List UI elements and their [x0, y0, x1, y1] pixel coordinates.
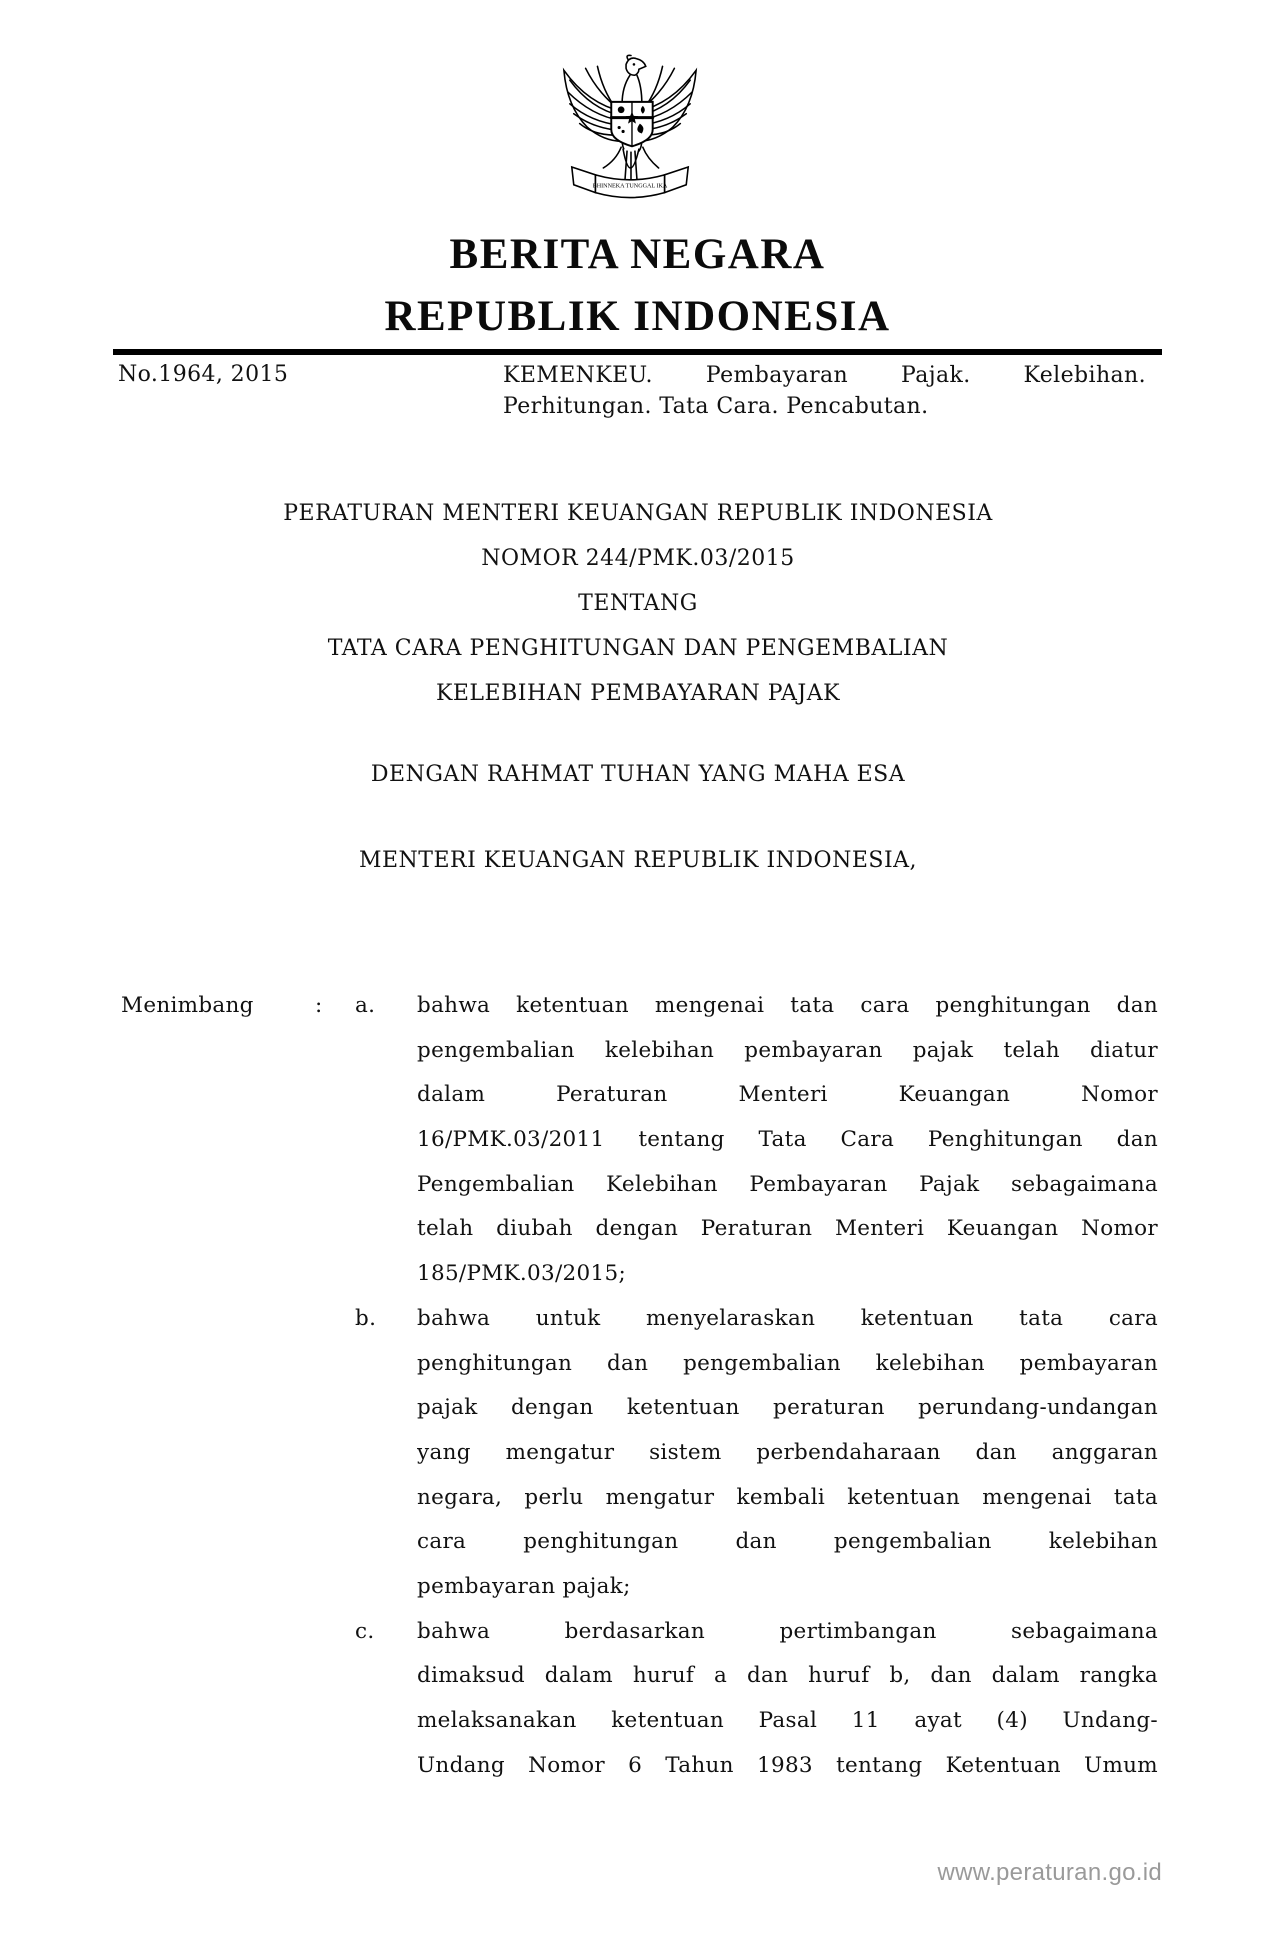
gazette-subject-line-1: KEMENKEU. Pembayaran Pajak. Kelebihan. [503, 363, 1146, 388]
regulation-number: NOMOR 244/PMK.03/2015 [481, 546, 795, 571]
paragraph-line: bahwa ketentuan mengenai tata cara penghitungan dan [417, 993, 1158, 1018]
paragraph-line: melaksanakan ketentuan Pasal 11 ayat (4) Undang- [417, 1708, 1158, 1733]
masthead-divider-rule [113, 349, 1162, 355]
item-marker: c. [355, 1618, 375, 1644]
paragraph-line: negara, perlu mengatur kembali ketentuan mengenai tata [417, 1484, 1158, 1510]
paragraph-line: bahwa untuk menyelaraskan ketentuan tata cara [417, 1305, 1158, 1331]
consider-item-a [118, 984, 1158, 1297]
paragraph-line: Pengembalian Kelebihan Pembayaran Pajak sebagaimana [417, 1171, 1158, 1197]
menimbang-label: Menimbang [121, 993, 254, 1018]
item-marker: a. [355, 993, 376, 1018]
paragraph-line: 185/PMK.03/2015; [417, 1261, 627, 1287]
paragraph-line: pajak dengan ketentuan peraturan perundang-undangan [417, 1395, 1158, 1421]
gazette-subject-line-2: Perhitungan. Tata Cara. Pencabutan. [503, 394, 929, 419]
paragraph-line: dimaksud dalam huruf a dan huruf b, dan dalam rangka [417, 1663, 1158, 1689]
masthead-line-1: BERITA NEGARA [449, 231, 826, 278]
paragraph-line: telah diubah dengan Peraturan Menteri Keuangan Nomor [417, 1216, 1158, 1242]
invocation-line: DENGAN RAHMAT TUHAN YANG MAHA ESA [370, 762, 906, 787]
gazette-subject [503, 360, 1146, 422]
consider-block [118, 984, 1158, 1788]
paragraph-line: penghitungan dan pengembalian kelebihan pembayaran [417, 1350, 1158, 1376]
authority-line: MENTERI KEUANGAN REPUBLIK INDONESIA, [358, 848, 918, 873]
paragraph-line: bahwa berdasarkan pertimbangan sebagaimana [417, 1618, 1158, 1644]
emblem-motto-text: BHINNEKA TUNGGAL IKA [592, 183, 668, 190]
masthead-title [0, 224, 1275, 348]
regulation-subject-line-1: TATA CARA PENGHITUNGAN DAN PENGEMBALIAN [327, 636, 949, 661]
garuda-pancasila-icon [556, 52, 704, 206]
paragraph-line: Undang Nomor 6 Tahun 1983 tentang Ketentuan Umum [417, 1752, 1158, 1778]
footer-url: www.peraturan.go.id [937, 1859, 1162, 1886]
regulation-subject-line-2: KELEBIHAN PEMBAYARAN PAJAK [435, 681, 841, 706]
regulation-title-block [118, 491, 1158, 716]
consider-item-b [118, 1297, 1158, 1610]
tentang-label: TENTANG [578, 591, 698, 616]
menimbang-colon: : [315, 993, 323, 1018]
gazette-number: No.1964, 2015 [118, 362, 289, 387]
paragraph-line: pembayaran pajak; [417, 1573, 631, 1599]
item-marker: b. [355, 1305, 377, 1331]
masthead-line-2: REPUBLIK INDONESIA [384, 293, 891, 340]
paragraph-line: yang mengatur sistem perbendaharaan dan anggaran [417, 1439, 1158, 1465]
paragraph-line: pengembalian kelebihan pembayaran pajak telah diatur [417, 1037, 1158, 1063]
paragraph-line: 16/PMK.03/2011 tentang Tata Cara Penghitungan dan [417, 1127, 1158, 1153]
paragraph-line: dalam Peraturan Menteri Keuangan Nomor [417, 1082, 1158, 1108]
consider-item-c [118, 1610, 1158, 1789]
consider-items [118, 984, 1158, 1788]
regulation-issuer: PERATURAN MENTERI KEUANGAN REPUBLIK INDONESIA [283, 501, 993, 526]
paragraph-line: cara penghitungan dan pengembalian kelebihan [417, 1529, 1158, 1555]
